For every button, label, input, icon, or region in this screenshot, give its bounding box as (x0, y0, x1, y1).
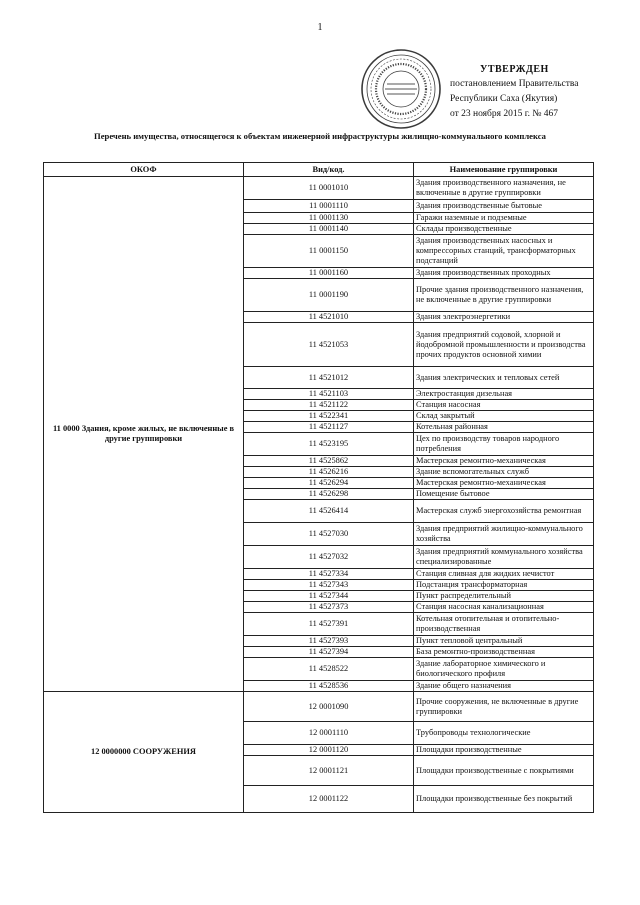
name-cell: Трубопроводы технологические (414, 722, 594, 745)
name-cell: Здания производственного назначения, не включенные в другие группировки (414, 177, 594, 200)
code-cell: 11 4527391 (244, 613, 414, 636)
code-cell: 11 4527373 (244, 602, 414, 613)
table-row (44, 177, 594, 200)
name-cell: Площадки производственные (414, 745, 594, 756)
name-cell: Площадки производственные с покрытиями (414, 756, 594, 786)
code-cell: 11 4521010 (244, 312, 414, 323)
code-cell: 11 4522341 (244, 411, 414, 422)
name-cell: Прочие сооружения, не включенные в другие группировки (414, 692, 594, 722)
name-cell: Пункт тепловой центральный (414, 636, 594, 647)
name-cell: Мастерская ремонтно-механическая (414, 478, 594, 489)
code-cell: 11 4526414 (244, 500, 414, 523)
name-cell: Станция насосная канализационная (414, 602, 594, 613)
code-cell: 11 4521103 (244, 389, 414, 400)
code-cell: 11 4523195 (244, 433, 414, 456)
code-cell: 11 4527334 (244, 569, 414, 580)
name-cell: Здания производственных проходных (414, 268, 594, 279)
name-cell: Здания предприятий жилищно-коммунального хозяйства (414, 523, 594, 546)
code-cell: 11 4528536 (244, 681, 414, 692)
code-cell: 11 4527032 (244, 546, 414, 569)
okof-group-cell: 12 0000000 СООРУЖЕНИЯ (44, 692, 244, 813)
name-cell: Мастерская ремонтно-механическая (414, 456, 594, 467)
code-cell: 11 4521122 (244, 400, 414, 411)
name-cell: Площадки производственные без покрытий (414, 786, 594, 813)
name-cell: Здание лабораторное химического и биологического профиля (414, 658, 594, 681)
name-cell: Здания электрических и тепловых сетей (414, 367, 594, 389)
code-cell: 11 0001160 (244, 268, 414, 279)
name-cell: Склад закрытый (414, 411, 594, 422)
code-cell: 11 4526216 (244, 467, 414, 478)
document-title: Перечень имущества, относящегося к объектам инженерной инфраструктуры жилищно-коммунального комплекса (94, 131, 546, 141)
name-cell: Прочие здания производственного назначения, не включенные в другие группировки (414, 279, 594, 312)
name-cell: Котельная отопительная и отопительно-производственная (414, 613, 594, 636)
code-cell: 11 4527030 (244, 523, 414, 546)
code-cell: 12 0001120 (244, 745, 414, 756)
name-cell: Станция насосная (414, 400, 594, 411)
approval-line-2: Республики Саха (Якутия) (450, 94, 558, 104)
code-cell: 11 4526294 (244, 478, 414, 489)
name-cell: Подстанция трансформаторная (414, 580, 594, 591)
name-cell: Здание вспомогательных служб (414, 467, 594, 478)
code-cell: 11 4528522 (244, 658, 414, 681)
code-cell: 11 4527344 (244, 591, 414, 602)
official-seal-icon (360, 48, 442, 130)
name-cell: Гаражи наземные и подземные (414, 213, 594, 224)
name-cell: Здания производственных насосных и компрессорных станций, трансформаторных подстанций (414, 235, 594, 268)
code-cell: 11 0001190 (244, 279, 414, 312)
code-cell: 11 4521053 (244, 323, 414, 367)
code-cell: 11 0001140 (244, 224, 414, 235)
name-cell: Склады производственные (414, 224, 594, 235)
name-cell: Котельная районная (414, 422, 594, 433)
name-cell: Мастерская служб энергохозяйства ремонтная (414, 500, 594, 523)
code-cell: 12 0001121 (244, 756, 414, 786)
name-cell: Станция сливная для жидких нечистот (414, 569, 594, 580)
code-cell: 12 0001122 (244, 786, 414, 813)
name-cell: Электростанция дизельная (414, 389, 594, 400)
approval-title: УТВЕРЖДЕН (480, 64, 549, 75)
table-header-row (44, 163, 594, 177)
name-cell: База ремонтно-производственная (414, 647, 594, 658)
code-cell: 11 4527394 (244, 647, 414, 658)
code-cell: 11 4527393 (244, 636, 414, 647)
name-cell: Здания предприятий коммунального хозяйства специализированные (414, 546, 594, 569)
code-cell: 11 4527343 (244, 580, 414, 591)
code-cell: 11 4521127 (244, 422, 414, 433)
code-cell: 12 0001090 (244, 692, 414, 722)
code-cell: 12 0001110 (244, 722, 414, 745)
header-name: Наименование группировки (414, 163, 594, 177)
approval-block (450, 62, 578, 122)
page-number: 1 (317, 22, 323, 33)
header-okof: ОКОФ (44, 163, 244, 177)
name-cell: Здания производственные бытовые (414, 200, 594, 213)
property-table (43, 162, 594, 813)
name-cell: Здание общего назначения (414, 681, 594, 692)
name-cell: Здания предприятий содовой, хлорной и йодобромной промышленности и производства прочих продуктов основной химии (414, 323, 594, 367)
name-cell: Здания электроэнергетики (414, 312, 594, 323)
table-row (44, 692, 594, 722)
code-cell: 11 4521012 (244, 367, 414, 389)
code-cell: 11 0001130 (244, 213, 414, 224)
name-cell: Пункт распределительный (414, 591, 594, 602)
name-cell: Цех по производству товаров народного потребления (414, 433, 594, 456)
name-cell: Помещение бытовое (414, 489, 594, 500)
code-cell: 11 0001110 (244, 200, 414, 213)
code-cell: 11 0001010 (244, 177, 414, 200)
approval-line-3: от 23 ноября 2015 г. № 467 (450, 109, 559, 119)
okof-group-cell: 11 0000 Здания, кроме жилых, не включенные в другие группировки (44, 177, 244, 692)
code-cell: 11 4526298 (244, 489, 414, 500)
code-cell: 11 4525862 (244, 456, 414, 467)
code-cell: 11 0001150 (244, 235, 414, 268)
header-code: Вид/код. (244, 163, 414, 177)
approval-line-1: постановлением Правительства (450, 79, 579, 89)
